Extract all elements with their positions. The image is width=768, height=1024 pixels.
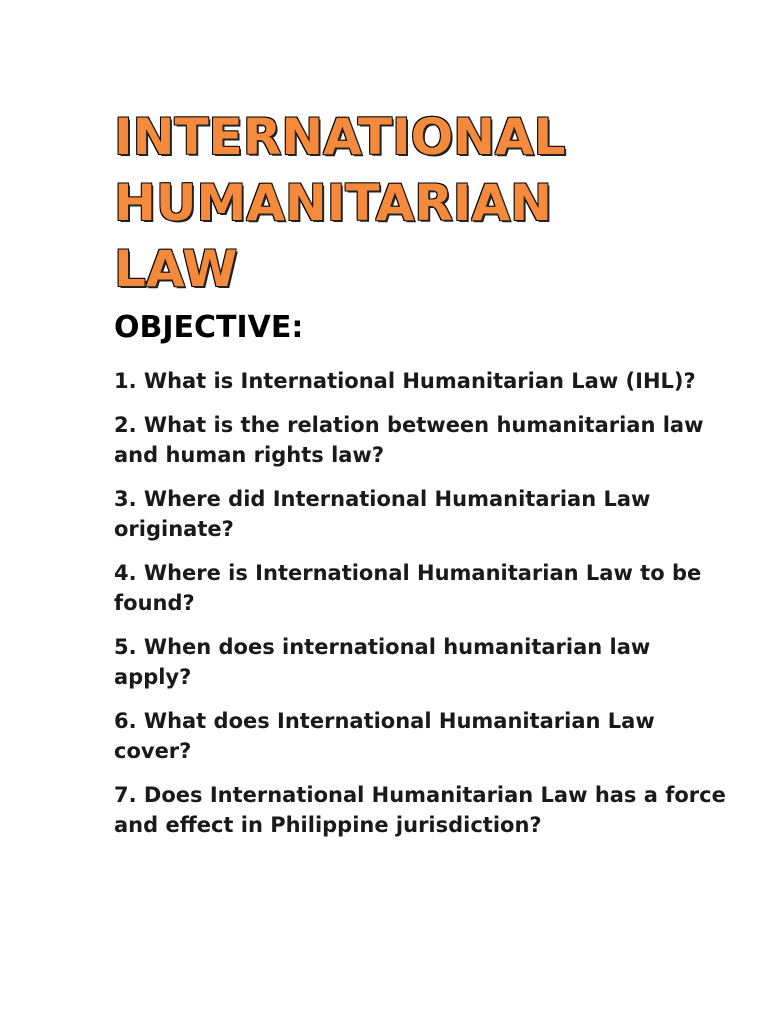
title-line-3: LAW	[114, 240, 238, 298]
question-item-2: 2. What is the relation between humanitarian law and human rights law?	[114, 413, 704, 467]
objective-heading: OBJECTIVE:	[114, 310, 304, 345]
question-item-1: 1. What is International Humanitarian Law (IHL)?	[114, 369, 696, 393]
title-line-1: INTERNATIONAL	[114, 108, 566, 166]
question-item-5: 5. When does international humanitarian law apply?	[114, 635, 651, 689]
question-item-6: 6. What does International Humanitarian Law cover?	[114, 709, 655, 763]
question-item-4: 4. Where is International Humanitarian Law to be found?	[114, 561, 702, 615]
document-title	[114, 104, 728, 302]
question-item-7: 7. Does International Humanitarian Law has a force and effect in Philippine jurisdiction?	[114, 783, 726, 837]
question-item-3: 3. Where did International Humanitarian Law originate?	[114, 487, 651, 541]
question-list	[114, 366, 728, 840]
title-line-2: HUMANITARIAN	[114, 174, 552, 232]
